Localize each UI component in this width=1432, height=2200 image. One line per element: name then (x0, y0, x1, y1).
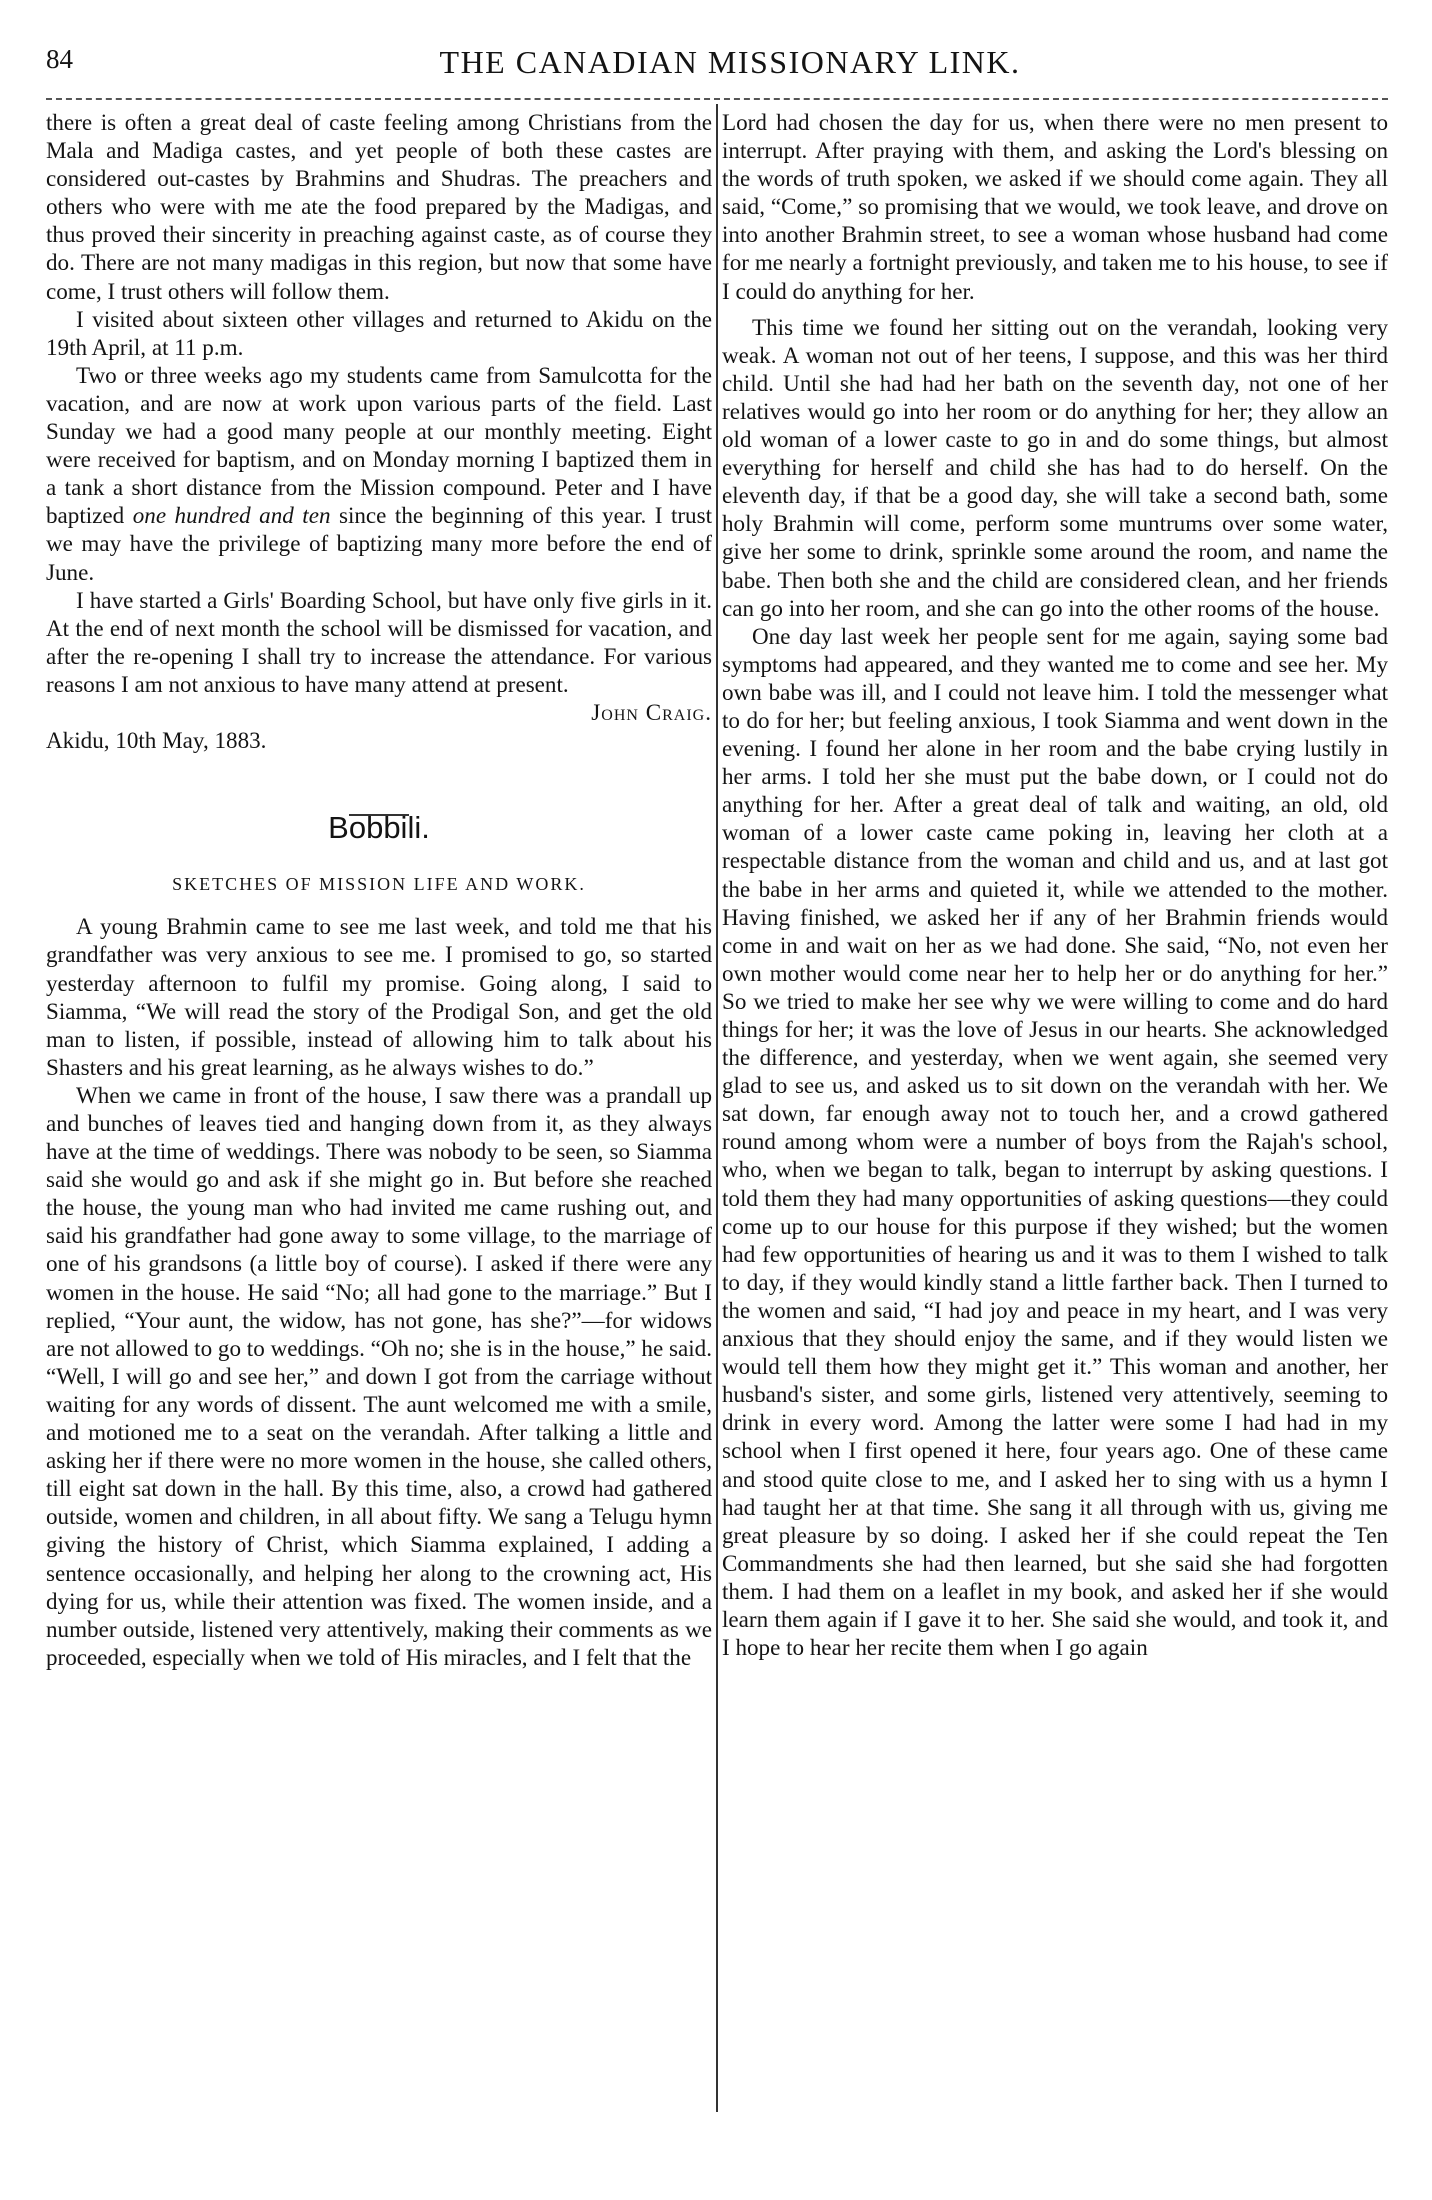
column-rule (716, 104, 718, 2112)
paragraph-text: Two or three weeks ago my students came from Samulcotta for the vacation, and are now at work upon various parts of the field. Last Sunday we had a good many people at our monthly meeting. Eight were received for baptism, and on Monday morning I baptized them in a tank a short distance from the Mission compound. Peter and I have baptized (46, 361, 712, 529)
paragraph: there is often a great deal of caste feeling among Christians from the Mala and Madiga castes, and yet people of both these castes are considered out-castes by Brahmins and Shudras. The preachers and others who were with me ate the food prepared by the Madigas, and thus proved their sincerity in preaching against caste, as of course they do. There are not many madigas in this region, but now that some have come, I trust others will follow them. (46, 109, 712, 304)
left-column (46, 108, 712, 1671)
header-rule (46, 98, 1388, 100)
right-column (722, 108, 1388, 1661)
paragraph: When we came in front of the house, I saw there was a prandall up and bunches of leaves tied and hanging down from it, as they always have at the time of weddings. There was nobody to be seen, so Siamma said she would go and ask if she might go in. But before she reached the house, the young man who had invited me came rushing out, and said his grandfather had gone away to some village, to the marriage of one of his grandsons (a little boy of course). I asked if there were any women in the house. He said “No; all had gone to the marriage.” But I replied, “Your aunt, the widow, has not gone, has she?”—for widows are not allowed to go to weddings. “Oh no; she is in the house,” he said. “Well, I will go and see her,” and down I got from the carriage without waiting for any words of dissent. The aunt welcomed me with a smile, and motioned me to a seat on the verandah. After talking a little and asking her if there were no more women in the house, she called others, till eight sat down in the hall. By this time, also, a crowd had gathered outside, women and children, in all about fifty. We sang a Telugu hymn giving the history of Christ, which Siamma explained, I adding a sentence occasionally, and helping her along to the crowning act, His dying for us, while their attention was fixed. The women inside, and a number outside, listened very attentively, making their comments as we proceeded, especially when we told of His miracles, and I felt that the (46, 1081, 712, 1670)
paragraph: A young Brahmin came to see me last week, and told me that his grandfather was very anxious to see me. I promised to go, so started yesterday afternoon to fulfil my promise. Going along, I said to Siamma, “We will read the story of the Prodigal Son, and get the old man to listen, if possible, instead of allowing him to talk about his Shasters and his great learning, as he always wishes to do.” (46, 913, 712, 1080)
page-number: 84 (46, 44, 73, 74)
dateline: Akidu, 10th May, 1883. (46, 727, 267, 754)
emphasis-text: one hundred and ten (132, 502, 331, 529)
paragraph: I have started a Girls' Boarding School, but have only five girls in it. At the end of next month the school will be dismissed for vacation, and after the re-opening I shall try to increase the attendance. For various reasons I am not anxious to have many attend at present. (46, 586, 712, 697)
section-subtitle: SKETCHES OF MISSION LIFE AND WORK. (172, 874, 586, 895)
section-title: Bobbili. (328, 810, 430, 846)
signature: John Craig. (591, 698, 712, 725)
paragraph: I visited about sixteen other villages and returned to Akidu on the 19th April, at 11 p.m. (46, 305, 712, 360)
section-divider (46, 794, 712, 804)
paragraph (46, 361, 712, 586)
paragraph: Lord had chosen the day for us, when there were no men present to interrupt. After praying with them, and asking the Lord's blessing on the words of truth spoken, we asked if we should come again. They all said, “Come,” so promising that we would, we took leave, and drove on into another Brahmin street, to see a woman whose husband had come for me nearly a fortnight previously, and taken me to his house, to see if I could do anything for her. (722, 109, 1388, 304)
paragraph-text: since the beginning of this year. I trust we may have the privilege of baptizing many more before the end of June. (46, 502, 712, 585)
running-head: THE CANADIAN MISSIONARY LINK. (439, 44, 1021, 80)
paragraph: This time we found her sitting out on the verandah, looking very weak. A woman not out of her teens, I suppose, and this was her third child. Until she had had her bath on the seventh day, not one of her relatives would go into her room or do anything for her; they allow an old woman of a lower caste to go in and do some things, but almost everything for herself and child she has had to do herself. On the eleventh day, if that be a good day, she will take a second bath, some holy Brahmin will come, perform some muntrums over some water, give her some to drink, sprinkle some around the room, and name the babe. Then both she and the child are considered clean, and her friends can go into her room, and she can go into the other rooms of the house. (722, 313, 1388, 621)
paragraph: One day last week her people sent for me again, saying some bad symptoms had appeared, and they wanted me to come and see her. My own babe was ill, and I could not leave him. I told the messenger what to do for her; but feeling anxious, I took Siamma and went down in the evening. I found her alone in her room and the babe crying lustily in her arms. I told her she must put the babe down, or I could not do anything for her. After a great deal of talk and waiting, an old, old woman of a lower caste came poking in, leaving her cloth at a respectable distance from the woman and child and us, and at last got the babe in her arms and quieted it, while we attended to the mother. Having finished, we asked her if any of her Brahmin friends would come in and wait on her as we had done. She said, “No, not even her own mother would come near her to help her or do anything for her.” So we tried to make her see why we were willing to come and do hard things for her; it was the love of Jesus in our hearts. She acknowledged the difference, and yesterday, when we went again, she seemed very glad to see us, and asked us to sit down on the verandah with her. We sat down, far enough away not to touch her, and a crowd gathered round among whom were a number of boys from the Rajah's school, who, when we began to talk, began to interrupt by asking questions. I told them they had many opportunities of asking questions—they could come up to our house for this purpose if they wished; but the women had few opportunities of hearing us and it was to them I wished to talk to day, if they would kindly stand a little farther back. Then I turned to the women and said, “I had joy and peace in my heart, and I was very anxious that they should enjoy the same, and if they would listen we would tell them how they might get it.” This woman and another, her husband's sister, and some girls, listened very attentively, seeming to drink in every word. Among the latter were some I had had in my school when I first opened it here, four years ago. One of these came and stood quite close to me, and I asked her to sing with us a hymn I had taught her at that time. She sang it all through with us, giving me great pleasure by so doing. I asked her if she could repeat the Ten Commandments she had then learned, but she said she had forgotten them. I had them on a leaflet in my book, and asked her if she would learn them again if I gave it to her. She said she would, and took it, and I hope to hear her recite them when I go again (722, 622, 1388, 1661)
